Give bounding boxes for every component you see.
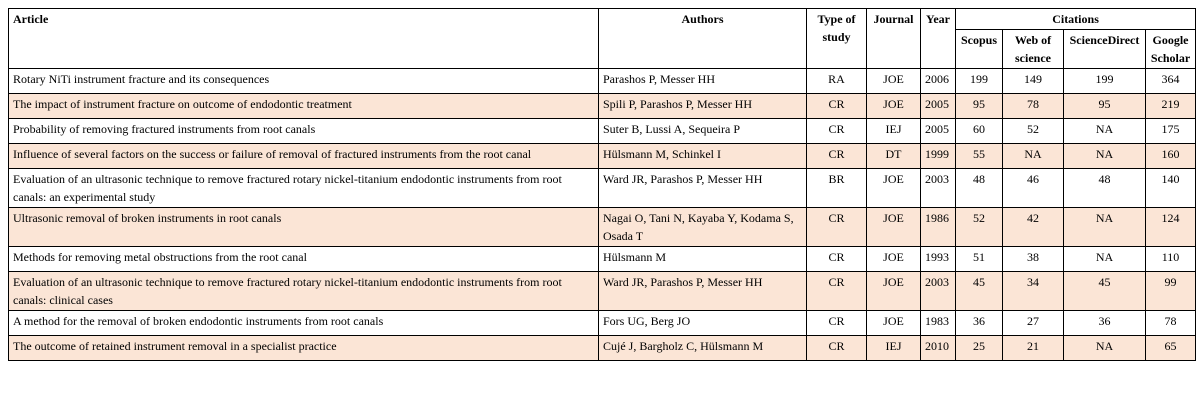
table-row [9,208,1196,247]
cell-type: CR [807,272,867,311]
cell-google-scholar: 78 [1146,311,1196,336]
cell-article: Influence of several factors on the success or failure of removal of fractured instruments from the root canal [9,144,599,169]
cell-authors: Suter B, Lussi A, Sequeira P [599,119,807,144]
cell-scopus: 95 [956,94,1003,119]
cell-wos: 27 [1003,311,1064,336]
cell-google-scholar: 140 [1146,169,1196,208]
cell-authors: Fors UG, Berg JO [599,311,807,336]
cell-journal: IEJ [867,119,921,144]
cell-year: 1993 [921,247,956,272]
cell-wos: 34 [1003,272,1064,311]
cell-journal: JOE [867,247,921,272]
table-row [9,336,1196,361]
cell-google-scholar: 65 [1146,336,1196,361]
cell-type: CR [807,94,867,119]
cell-article: The outcome of retained instrument removal in a specialist practice [9,336,599,361]
cell-sciencedirect: NA [1064,336,1146,361]
cell-scopus: 25 [956,336,1003,361]
cell-sciencedirect: NA [1064,119,1146,144]
cell-google-scholar: 364 [1146,69,1196,94]
cell-sciencedirect: 199 [1064,69,1146,94]
cell-google-scholar: 124 [1146,208,1196,247]
cell-sciencedirect: 45 [1064,272,1146,311]
cell-type: CR [807,144,867,169]
cell-scopus: 51 [956,247,1003,272]
cell-wos: 149 [1003,69,1064,94]
cell-wos: 38 [1003,247,1064,272]
cell-type: RA [807,69,867,94]
table-row [9,169,1196,208]
cell-authors: Ward JR, Parashos P, Messer HH [599,272,807,311]
cell-type: BR [807,169,867,208]
cell-sciencedirect: 95 [1064,94,1146,119]
cell-journal: JOE [867,69,921,94]
cell-type: CR [807,119,867,144]
table-row [9,144,1196,169]
cell-journal: JOE [867,272,921,311]
cell-year: 2010 [921,336,956,361]
cell-scopus: 52 [956,208,1003,247]
cell-article: Probability of removing fractured instruments from root canals [9,119,599,144]
table-row [9,311,1196,336]
cell-wos: 52 [1003,119,1064,144]
cell-article: A method for the removal of broken endodontic instruments from root canals [9,311,599,336]
cell-article: Methods for removing metal obstructions from the root canal [9,247,599,272]
header-row-1 [9,9,1196,30]
cell-sciencedirect: NA [1064,247,1146,272]
table-row [9,94,1196,119]
table-row [9,272,1196,311]
cell-sciencedirect: 48 [1064,169,1146,208]
cell-authors: Spili P, Parashos P, Messer HH [599,94,807,119]
cell-type: CR [807,247,867,272]
header-google-scholar: Google Scholar [1146,30,1196,69]
cell-scopus: 48 [956,169,1003,208]
cell-authors: Cujé J, Bargholz C, Hülsmann M [599,336,807,361]
cell-authors: Ward JR, Parashos P, Messer HH [599,169,807,208]
cell-sciencedirect: NA [1064,208,1146,247]
cell-authors: Hülsmann M [599,247,807,272]
cell-wos: NA [1003,144,1064,169]
header-type: Type of study [807,9,867,69]
table-row [9,247,1196,272]
cell-journal: JOE [867,94,921,119]
header-citations: Citations [956,9,1196,30]
header-year: Year [921,9,956,69]
cell-article: Evaluation of an ultrasonic technique to remove fractured rotary nickel-titanium endodontic instruments from root canals: clinical cases [9,272,599,311]
cell-scopus: 55 [956,144,1003,169]
cell-sciencedirect: NA [1064,144,1146,169]
cell-journal: JOE [867,169,921,208]
header-sciencedirect: ScienceDirect [1064,30,1146,69]
cell-year: 2005 [921,94,956,119]
cell-google-scholar: 160 [1146,144,1196,169]
header-scopus: Scopus [956,30,1003,69]
header-article: Article [9,9,599,69]
cell-wos: 21 [1003,336,1064,361]
cell-journal: DT [867,144,921,169]
cell-article: Rotary NiTi instrument fracture and its consequences [9,69,599,94]
cell-google-scholar: 99 [1146,272,1196,311]
cell-article: Evaluation of an ultrasonic technique to remove fractured rotary nickel-titanium endodontic instruments from root canals: an experimental study [9,169,599,208]
table-row [9,69,1196,94]
header-authors: Authors [599,9,807,69]
cell-scopus: 36 [956,311,1003,336]
cell-authors: Parashos P, Messer HH [599,69,807,94]
cell-wos: 46 [1003,169,1064,208]
cell-year: 1983 [921,311,956,336]
cell-journal: JOE [867,311,921,336]
cell-google-scholar: 219 [1146,94,1196,119]
cell-authors: Nagai O, Tani N, Kayaba Y, Kodama S, Osada T [599,208,807,247]
cell-year: 1999 [921,144,956,169]
cell-year: 2006 [921,69,956,94]
citations-table [8,8,1196,361]
cell-scopus: 199 [956,69,1003,94]
cell-journal: IEJ [867,336,921,361]
table-row [9,119,1196,144]
header-journal: Journal [867,9,921,69]
cell-scopus: 60 [956,119,1003,144]
cell-type: CR [807,311,867,336]
cell-wos: 42 [1003,208,1064,247]
cell-article: Ultrasonic removal of broken instruments in root canals [9,208,599,247]
cell-year: 2003 [921,169,956,208]
cell-sciencedirect: 36 [1064,311,1146,336]
cell-year: 2005 [921,119,956,144]
cell-article: The impact of instrument fracture on outcome of endodontic treatment [9,94,599,119]
cell-wos: 78 [1003,94,1064,119]
cell-type: CR [807,336,867,361]
cell-google-scholar: 175 [1146,119,1196,144]
cell-year: 1986 [921,208,956,247]
cell-journal: JOE [867,208,921,247]
cell-google-scholar: 110 [1146,247,1196,272]
cell-year: 2003 [921,272,956,311]
table-body [9,69,1196,361]
cell-authors: Hülsmann M, Schinkel I [599,144,807,169]
cell-type: CR [807,208,867,247]
cell-scopus: 45 [956,272,1003,311]
header-wos: Web of science [1003,30,1064,69]
